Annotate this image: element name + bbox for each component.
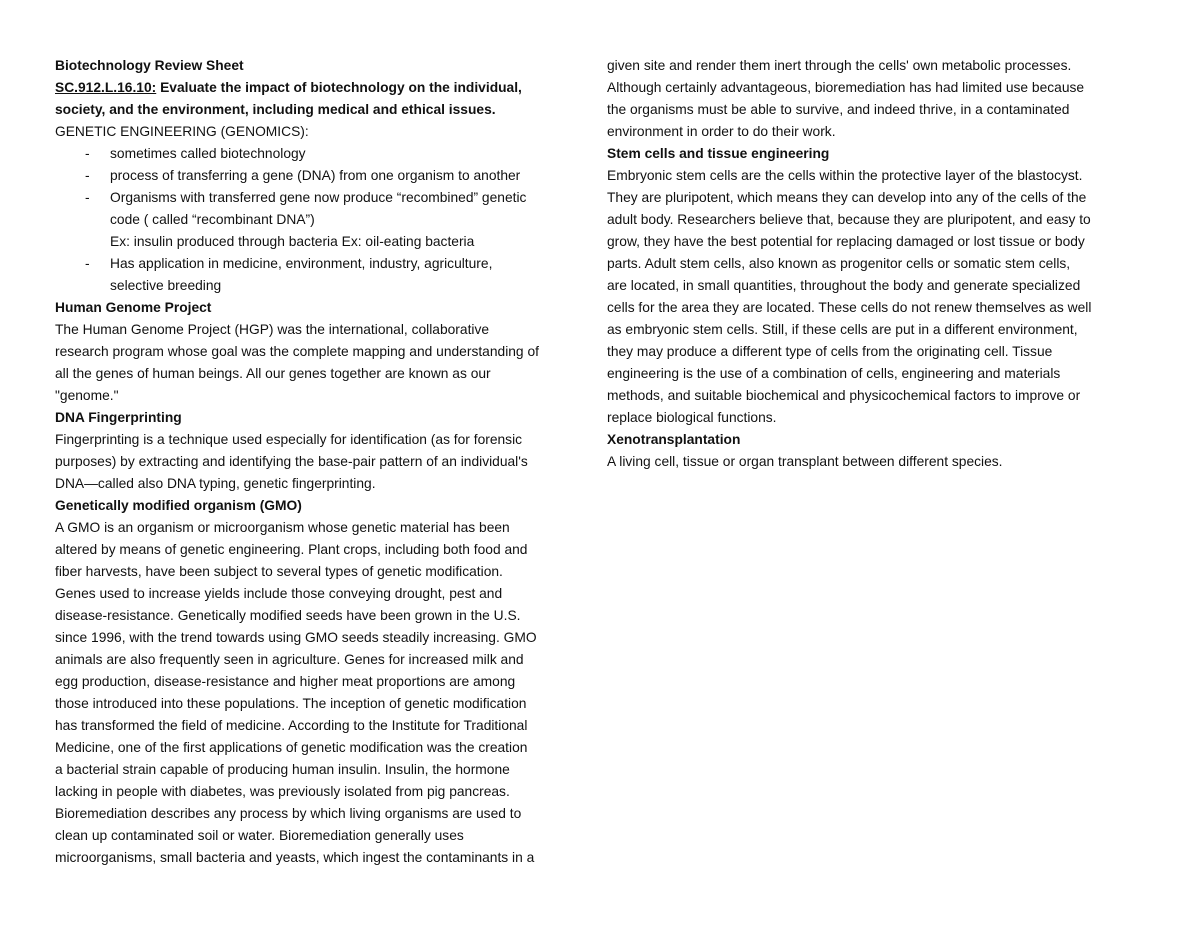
list-item-text: Ex: insulin produced through bacteria Ex: oil-eating bacteria [110, 234, 475, 249]
paragraph-line: The Human Genome Project (HGP) was the international, collaborative [55, 322, 490, 337]
list-item-text: Has application in medicine, environment, industry, agriculture, [110, 256, 493, 271]
paragraph-line: given site and render them inert through the cells' own metabolic processes. [607, 58, 1072, 73]
paragraph-line: cells for the area they are located. These cells do not renew themselves as well [607, 300, 1092, 315]
paragraph-line: parts. Adult stem cells, also known as progenitor cells or somatic stem cells, [607, 256, 1071, 271]
paragraph-line: research program whose goal was the complete mapping and understanding of [55, 344, 539, 359]
paragraph-line: a bacterial strain capable of producing human insulin. Insulin, the hormone [55, 762, 510, 777]
paragraph-line: environment in order to do their work. [607, 124, 836, 139]
list-item [55, 253, 595, 297]
paragraph-line: Medicine, one of the first applications of genetic modification was the creation [55, 740, 528, 755]
list-item [55, 143, 595, 165]
paragraph-line: Genes used to increase yields include those conveying drought, pest and [55, 586, 503, 601]
paragraph-line: They are pluripotent, which means they can develop into any of the cells of the [607, 190, 1087, 205]
paragraph-line: Although certainly advantageous, bioremediation has had limited use because [607, 80, 1085, 95]
paragraph-line: microorganisms, small bacteria and yeasts, which ingest the contaminants in a [55, 850, 535, 865]
paragraph-line: the organisms must be able to survive, and indeed thrive, in a contaminated [607, 102, 1070, 117]
section [55, 297, 595, 407]
paragraph-line: they may produce a different type of cells from the originating cell. Tissue [607, 344, 1053, 359]
section-heading: Human Genome Project [55, 300, 212, 315]
section [55, 407, 595, 495]
genetic-engineering-heading: GENETIC ENGINEERING (GENOMICS): [55, 124, 309, 139]
section [55, 495, 595, 869]
paragraph-line: are located, in small quantities, throughout the body and generate specialized [607, 278, 1081, 293]
list-item [55, 187, 595, 253]
section [607, 143, 1147, 429]
section-heading: Genetically modified organism (GMO) [55, 498, 302, 513]
document-title: Biotechnology Review Sheet [55, 58, 244, 73]
right-sections [607, 143, 1147, 473]
paragraph-line: A GMO is an organism or microorganism whose genetic material has been [55, 520, 510, 535]
list-item [55, 165, 595, 187]
paragraph-line: adult body. Researchers believe that, because they are pluripotent, and easy to [607, 212, 1091, 227]
standard-line-2: society, and the environment, including medical and ethical issues. [55, 102, 496, 117]
paragraph-line: altered by means of genetic engineering. Plant crops, including both food and [55, 542, 528, 557]
section-heading: Xenotransplantation [607, 432, 741, 447]
paragraph-line: grow, they have the best potential for replacing damaged or lost tissue or body [607, 234, 1085, 249]
right-column [607, 55, 1147, 473]
left-column [55, 55, 595, 869]
dash-bullet-icon: - [85, 190, 90, 205]
paragraph-line: all the genes of human beings. All our genes together are known as our [55, 366, 491, 381]
paragraph-line: Bioremediation describes any process by which living organisms are used to [55, 806, 522, 821]
section-heading: DNA Fingerprinting [55, 410, 182, 425]
dash-bullet-icon: - [85, 146, 90, 161]
paragraph-line: since 1996, with the trend towards using GMO seeds steadily increasing. GMO [55, 630, 537, 645]
list-item-text: code ( called “recombinant DNA”) [110, 212, 315, 227]
section [607, 429, 1147, 473]
paragraph-line: clean up contaminated soil or water. Bioremediation generally uses [55, 828, 464, 843]
paragraph-line: those introduced into these populations. The inception of genetic modification [55, 696, 527, 711]
list-item-text: selective breeding [110, 278, 222, 293]
section-heading: Stem cells and tissue engineering [607, 146, 830, 161]
bullet-list [55, 143, 595, 297]
paragraph-line: lacking in people with diabetes, was previously isolated from pig pancreas. [55, 784, 510, 799]
paragraph-line: animals are also frequently seen in agriculture. Genes for increased milk and [55, 652, 524, 667]
dash-bullet-icon: - [85, 168, 90, 183]
paragraph-line: disease-resistance. Genetically modified seeds have been grown in the U.S. [55, 608, 521, 623]
list-item-text: process of transferring a gene (DNA) from one organism to another [110, 168, 521, 183]
left-sections [55, 297, 595, 869]
paragraph-line: DNA—called also DNA typing, genetic fingerprinting. [55, 476, 376, 491]
paragraph-line: replace biological functions. [607, 410, 777, 425]
paragraph-line: Fingerprinting is a technique used especially for identification (as for forensic [55, 432, 523, 447]
paragraph-line: A living cell, tissue or organ transplant between different species. [607, 454, 1003, 469]
standard-line-1 [55, 77, 595, 99]
standard-text-1: Evaluate the impact of biotechnology on the individual, [156, 80, 522, 95]
paragraph-line: "genome." [55, 388, 119, 403]
dash-bullet-icon: - [85, 256, 90, 271]
list-item-text: Organisms with transferred gene now produce “recombined” genetic [110, 190, 527, 205]
standard-code: SC.912.L.16.10: [55, 80, 157, 95]
paragraph-line: methods, and suitable biochemical and physicochemical factors to improve or [607, 388, 1081, 403]
paragraph-line: egg production, disease-resistance and higher meat proportions are among [55, 674, 516, 689]
paragraph-line: purposes) by extracting and identifying the base-pair pattern of an individual's [55, 454, 528, 469]
paragraph-line: fiber harvests, have been subject to several types of genetic modification. [55, 564, 503, 579]
list-item-text: sometimes called biotechnology [110, 146, 306, 161]
paragraph-line: engineering is the use of a combination of cells, engineering and materials [607, 366, 1061, 381]
paragraph-line: as embryonic stem cells. Still, if these cells are put in a different environment, [607, 322, 1078, 337]
paragraph-line: has transformed the field of medicine. According to the Institute for Traditional [55, 718, 528, 733]
paragraph-line: Embryonic stem cells are the cells within the protective layer of the blastocyst. [607, 168, 1083, 183]
right-intro-paragraph [607, 55, 1147, 143]
